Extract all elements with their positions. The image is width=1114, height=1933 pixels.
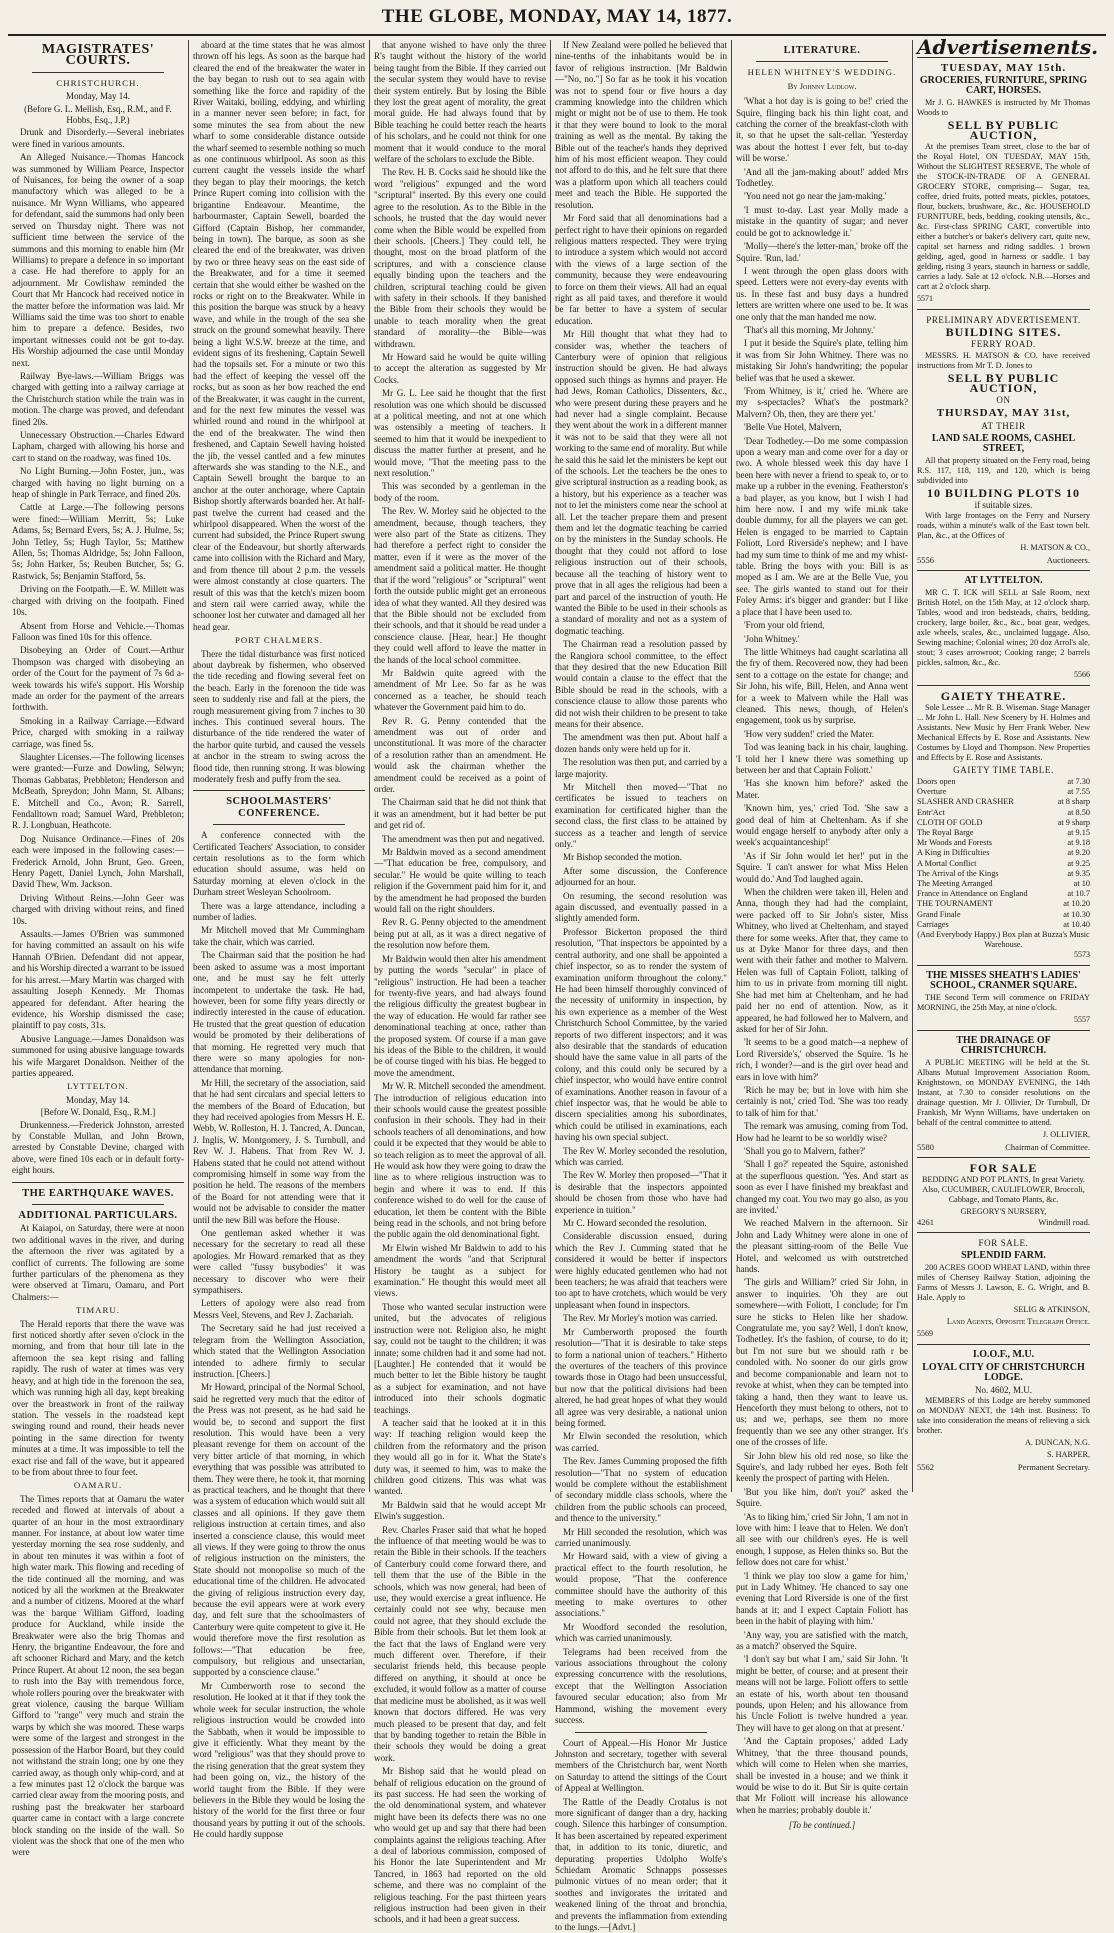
paragraph: One gentleman asked whether it was necessary for the secretary to read all these apologies. Mr Howard remarked that as they were called "fussy busybodies" it was necessary to discover who were their sympathisers.	[193, 1228, 365, 1296]
paragraph: 'I don't say but what I am,' said Sir John. 'It might be better, of course; and at present their means will not be large. Foliott offers to settle an estate of his, worth about ten thousand pounds, upon Helen; and his allowance from his Uncle Foliott is twelve hundred a year. They will have to get along on that at present.'	[736, 1654, 908, 1733]
ad-farm-title: SPLENDID FARM.	[961, 1250, 1046, 1262]
paragraph: A conference connected with the Certificated Teachers' Association, to consider certain resolutions as to the form which education should assume, was held on Saturday morning at eleven o'clock in the Durham street Wesleyan Schoolroom.	[193, 830, 365, 898]
programme-time: at 9.18	[1067, 838, 1090, 848]
ad-auction-headline: GROCERIES, FURNITURE, SPRING CART, HORSES.	[919, 75, 1088, 96]
to-be-continued: [To be continued.]	[788, 1820, 856, 1831]
paragraph: Mr Mitchell then moved—"That no certificates be issued to teachers on examination for certificated higher than the second class, the first class to be attained by success as a teacher and length of service only."	[555, 782, 727, 850]
programme-time: at 10.40	[1063, 919, 1090, 929]
ad-auction-number: 5571	[917, 294, 933, 303]
paragraph: The resolution was then put, and carried by a large majority.	[555, 757, 727, 779]
paragraph: 'How very sudden!' cried the Mater.	[744, 728, 875, 739]
oamaru-report-cont	[193, 40, 365, 633]
table-row	[917, 797, 1090, 807]
table-row	[917, 848, 1090, 858]
divider	[756, 61, 888, 62]
article-title-earthquake: THE EARTHQUAKE WAVES.	[22, 1187, 174, 1199]
programme-item: Mr Woods and Forests	[917, 838, 993, 848]
paragraph: 'Molly—there's the letter-man,' broke off the Squire. 'Run, lad.'	[736, 241, 908, 263]
programme-time: at 10	[1073, 879, 1090, 889]
paragraph: An Alleged Nuisance.—Thomas Hancock was summoned by William Pearce, Inspector of Nuisances, for being the owner of a soap manufactory which was alleged to be a nuisance. Mr Wynn Williams, who appeared for defendant, said the summons had only been served on Thursday night. There was not sufficient time between the service of the summons and this morning to enable him (Mr Williams) to prepare a defence in so important a case. He had therefore to apply for an adjournment. Mr Cowlishaw reminded the Court that Mr Hancock had received notice in the matter before the information was laid. Mr Williams said the time was too short to enable him to prepare a defence. Besides, two important witnesses could not be got to-day. His Worship adjourned the case until Monday next.	[12, 152, 184, 368]
paragraph: 'Known him, yes,' cried Tod. 'She saw a good deal of him at Cheltenham. As if she would engage herself to anybody after only a week's acquaintanceship!'	[736, 803, 908, 848]
paragraph: Mr C. Howard seconded the resolution.	[563, 1218, 707, 1229]
ad-lyttelton-head: AT LYTTELTON.	[964, 575, 1043, 586]
ad-gaiety-footer: (And Everybody Happy.) Box plan at Buzza's Music Warehouse.	[917, 930, 1090, 950]
paragraph: If New Zealand were polled he believed that nine-tenths of the inhabitants would be in favor of religious instruction. [Mr Baldwin—"No, no."] So far as he took it his vocation was not to spend four or five hours a day cramming knowledge into the children which might or might not be of use to them. He took it that they were bound to look to the moral training as well as the mental. By taking the Bible out of the teacher's hands they deprived him of his most efficient weapon. They could not afford to do this, and he felt sure that there was a platform upon which all teachers could meet and teach the Bible. He supported the resolution.	[555, 40, 727, 210]
table-row	[917, 777, 1090, 787]
paragraph: 'As to liking him,' cried Sir John, 'I am not in love with him: I leave that to Helen. We don't all see with our children's eyes. He is well enough, I suppose, as Helen thinks so. But the fellow does not care for whist.'	[736, 1511, 908, 1568]
paragraph: Mr Howard said, with a view of giving a practical effect to the fourth resolution, he would propose, "That the conference committee should have the authority of this meeting to make overtures to other associations."	[555, 1551, 727, 1619]
paragraph: No Light Burning.—John Foster, jun., was charged with having no light burning on a heap of shingle in Park Terrace, and fined 20s.	[12, 466, 184, 500]
paragraph: Mr Cumberworth proposed the fourth resolution—"That it is desirable to take steps to form a national union of teachers." Hitherto the overtures of the teachers of this province towards those in Otago had been unsuccessful, but now that the political divisions had been altered, he had great hopes of what they would all agree was very desirable, a national union being formed.	[555, 1326, 727, 1428]
paragraph: Slaughter Licenses.—The following licenses were granted:—Furze and Dowling, Selwyn; Thomas Gabbatas, Prebbleton; Henderson and McBeath, Spreydon; John Mann, St. Albans; E. Mitchell and Co., Avon; R. Sarrell, Fendalltown road; Samuel Ward, Prebbleton; R. J. Longbuan, Heathcote.	[12, 751, 184, 831]
paragraph: Sir John blew his old red nose, so like the Squire's, and lady rubbed her eyes. Both felt keenly the prospect of parting with Helen.	[736, 1450, 908, 1484]
table-row	[917, 838, 1090, 848]
ad-farm-signature: SELIG & ATKINSON,	[1013, 1305, 1090, 1315]
paragraph: Mr Hill thought that what they had to consider was, whether the teachers of Canterbury were of opinion that religious instruction should be given. He had always opposed such things as hymns and prayer. He had Jews, Roman Catholics, Dissenters, &c., who were present during these prayers and he had never had a single complaint. Because they went about the work in a different manner it was not to be said that they were all not working to the same end of morality. But while he said this he said let the ministers be kept out of the schools. Let the teachers be the ones to give scriptural instruction as a reading book, as a history, but his experience as a teacher was not to let the ministers come near the school at all. Let the teacher prepare them and present them and let the dogmatic teaching be carried on by the ministers in the Sunday schools. He thought that they could not afford to lose religious instruction out of their schools, because all the teaching of history went to prove that in all ages the religious had been a part and parcel of the instruction of youth. He wanted the Bible to be used in their schools as a standard of morality and not as a system of dogmatic teaching.	[555, 329, 727, 636]
subhead-port-chalmers: PORT CHALMERS.	[234, 635, 324, 646]
paragraph: 'I think we play too slow a game for him,' put in Lady Whitney. 'He chanced to say one evening that Lord Riverside is one of the first hands at it; and I expect Captain Foliott has been in the habit of playing with him.'	[736, 1570, 908, 1627]
programme-time: at 10.30	[1063, 909, 1090, 919]
ad-matson-body: All that property situated on the Ferry road, being R.S. 117, 118, 119, and 120, which is being subdivided into	[917, 456, 1090, 485]
paragraph: A teacher said that he looked at it in this way: If teaching religion would keep the children from the reformatory and the prison they would all go in for it. What the State's duty was, it seemed to him, was to make the children good citizens. This was what was wanted.	[374, 1417, 546, 1497]
paragraph: Considerable discussion ensued, during which the Rev J. Cumming stated that he considered it would be better if inspectors were highly educated gentlemen who had not been teachers; he was afraid that teachers were too apt to have crotchets, which would be very unpleasant when found in inspectors.	[555, 1231, 727, 1310]
paragraph: 'The girls and William?' cried Sir John, in answer to inquiries. 'Oh they are out somewhere—with Foliott, I conclude; for I'm sure he sticks to Helen like her shadow. Congratulate me, you say? Well, I don't know, Todhetley. It's the fashion, of course, to do it; but I'm not sure but we should rath r be condoled with. No sooner do our girls grow and become companionable and learn not to revoke at whist, when they can be tempted into taking a hand, then they want to leave us. Henceforth they must belong to others, not to us; and we, perhaps, see them no more frequently than we see any other stranger. It's one of the crosses of life.	[736, 1277, 908, 1448]
court-bench-2: [Before W. Donald, Esq., R.M.]	[40, 1107, 156, 1118]
divider	[32, 1204, 164, 1205]
ad-drainage-footer	[917, 1142, 1090, 1152]
conference-report	[193, 830, 365, 1840]
paragraph: Professor Bickerton proposed the third resolution, "That inspectors be appointed by a central authority, and one shall be appointed a chief inspector, so as to render the system of examination uniform throughout the colony." He had been himself thoroughly convinced of the necessity of uniformity in inspection, by his own experience as a member of the West Christchurch School Committee, by the varied reports of two different inspectors; and it was also desirable that the standards of education should have the same value in all parts of the colony, and this could only be secured by a chief inspector, who would have entire control of examinations. Another reason in favour of a chief inspector was, that he would be able to discern specialities among his subordinates, which could be utilised in examinations, each having his own special subject.	[555, 926, 727, 1143]
table-row	[917, 920, 1090, 930]
paragraph: There was a large attendance, including a number of ladies.	[193, 900, 365, 923]
paragraph: Those who wanted secular instruction were united, but the advocates of religious instruction were not. Religion also, he might say, could not be taught to the children; it was innate; some children had it and some had not. [Laughter.] He contended that it would be much better to let the Bible history be taught as a subject for examination, and not have introduced into their schools dogmatic teachings.	[374, 1301, 546, 1415]
paragraph: The Rev W. Morley then proposed—"That it is desirable that the inspectors appointed should be chosen from those who have had experience in tuition."	[555, 1170, 727, 1215]
ad-auction-date: TUESDAY, MAY 15th.	[940, 62, 1067, 74]
ad-auction-sell: SELL BY PUBLIC AUCTION,	[947, 118, 1060, 142]
ad-ferry-road: FERRY ROAD.	[971, 339, 1036, 349]
paragraph: Tod was leaning back in his chair, laughing. 'I told her I knew there was something up between her and that Captain Foliott.'	[736, 742, 908, 775]
paragraph: Dog Nuisance Ordinance.—Fines of 20s each were imposed in the following cases:—Frederick Arnold, John Brunt, Geo. Green, Henry Pagett, Daniel Lynch, John Marshall, David Thew, Wm. Jackson.	[12, 833, 184, 890]
paragraph: The Chairman said that he did not think that it was an amendment, but it had better be put and get rid of.	[374, 797, 546, 831]
paragraph: The Rev W. Morley seconded the resolution, which was carried.	[555, 1145, 727, 1167]
divider	[917, 685, 1090, 686]
divider	[32, 72, 164, 73]
paragraph: Letters of apology were also read from Messrs Veel, Stevens, and Rev J. Zachariah.	[193, 1298, 365, 1320]
paragraph: Mr W. R. Mitchell seconded the amendment. The introduction of religious education into their schools would cause the greatest possible confusion in their schools. They had in their schools teachers of all denominations, and how could it be expected that they would be able to so teach religion as to meet the approval of all. He would ask how they were going to draw the line as to where religious instruction was to begin and where it was to end. If this conference wished to do well for the cause of education, let them be content with the Bible being read in the schools, and not bring before the public again the old denominational fight.	[374, 1081, 546, 1240]
story-text	[736, 96, 908, 1816]
paragraph: The Rev. H. B. Cocks said he should like the word "religious" expunged and the word "scriptural" inserted. By this every one could agree to the resolution. As to the Bible in the schools, he trusted that the day would never come when the Bible would be expelled from their schools. [Cheers.] They could tell, he thought, most on the broad platform of the scriptures, and with a conscience clause equally binding upon the teachers and the children, scriptural teaching could be given with safety in their schools. If they banished the Bible from their schools they would be unable to teach morality when the great standard of morality—the Bible—was withdrawn.	[374, 167, 546, 349]
table-row	[917, 859, 1090, 869]
divider	[917, 965, 1090, 966]
programme-time: at 9.25	[1067, 858, 1090, 868]
paragraph: Smoking in a Railway Carriage.—Edward Price, charged with smoking in a railway carriage, was fined 5s.	[12, 715, 184, 749]
paragraph: Mr Baldwin would then alter his amendment by putting the words "secular" in place of "religious" instruction. He had been a teacher for twenty-five years, and had always found the religious difficulty the greatest bugbear in the way of education. He would far rather see denominational teaching at once, rather than the proposed system. Of course if a man gave his ideas of the Bible to the children, it would be of course tinged with his bias. He begged to move the amendment.	[374, 953, 546, 1078]
paragraph: When the children were taken ill, Helen and Anna, though they had had the complaint, were packed off to Sir John's sister, Miss Whitney, who lived at Cheltenham, and stayed there for some weeks. After that, they came to us at Dyke Manor for three days, and then went with their father and mother to Malvern. Helen was full of Captain Foliott, talking of him to us in private from morning till night. She had met him at Cheltenham, and he had paid her no end of attention. Now, as it appeared, he had followed her to Malvern, and asked for her of Sir John.	[736, 887, 908, 1034]
ad-plants-signature: GREGORY'S NURSERY,	[960, 1207, 1047, 1217]
ad-school-number: 5557	[1074, 1015, 1090, 1025]
paragraph: Rev R. G. Penny objected to the amendment being put at all, as it was a direct negative of the resolution now before them.	[374, 917, 546, 951]
paragraph: The Times reports that at Oamaru the water receded and flowed at intervals of about a quarter of an hour in the most extraordinary manner. For instance, at about low water time yesterday morning the sea rose suddenly, and in about ten minutes it was within a foot of high water mark. This flowing and receding of the tide continued all the morning, and was noticed by all the workmen at the Breakwater and a number of citizens. Moored at the wharf was the barque William Gifford, loading produce for Auckland, while inside the Breakwater were also the brig Thomas and Henry, the brigantine Endeavour, the fore and aft schooner Richard and Mary, and the ketch Prince Rupert. At about 12 noon, the sea began to rush into the Bay with tremendous force, whole rollers pouring over the breakwater with great violence, causing the barque William Gifford to "range" very much and strain the warps by which she was moored. These warps were some of the largest and strongest in the possession of the Harbor Board, but they could not withstand the strain long; one by one they carried away, as though only whip-cord, and at a few minutes past 12 o'clock the barque was carried clear away from the mooring posts, and rushing past the breakwater her starboard quarter came in contact with a large concrete block standing on the inside of the wall. So violent was the shock that one of the men who were	[12, 1493, 184, 1858]
paragraph: 'Shall you go to Malvern, father?'	[744, 1145, 866, 1156]
ad-plants-number: 4261	[917, 1217, 934, 1228]
section-title-courts: MAGISTRATES' COURTS.	[41, 42, 155, 69]
programme-item: Doors open	[917, 777, 956, 786]
ad-matson-date: THURSDAY, MAY 31st,	[936, 407, 1071, 419]
ad-drainage-chairman: Chairman of Committee.	[1005, 1142, 1090, 1153]
paragraph: Mr Howard, principal of the Normal School, said he regretted very much that the editor of the Press was not present, as he had said he would be, to second and support the first resolution. This would have been a very pleasant revenge for them on account of the very bitter article of that morning, in which everything that was possible was attributed to them. They were there, he took it, that morning as practical teachers, and he thought that there was a system of education which would suit all classes and all opinions. If they gave them religious instruction at certain times, and also inserted a conscience clause, this would meet all views. If they were going to throw the onus of religious instruction on the ministers, the State should not monopolise so much of the educational time of the children. He advocated the giving of religious instruction every day, because the evil appears were at work every day, and felt sure that the schoolmasters of Canterbury were quite competent to give it. He would therefore move the first resolution as follows:—"That education be free, compulsory, but religious and unsectarian, supported by a conscience clause."	[193, 1382, 365, 1678]
paragraph: aboard at the time states that he was almost thrown off his legs. As soon as the barque had cleared the end of the breakwater the water in the bay began to rush out to sea again with something like the force and rapidity of the River Waitaki, boiling, eddying, and whirling in a manner never seen before; in fact, for some minutes the sea from about the new wharf to some considerable distance outside the wharf seemed to resemble nothing so much as one continuous whirlpool. As soon as this current caught the vessels inside the wharf they began to play their moorings, the ketch Prince Rupert coming into collision with the brigantine Endeavour. Meantime, the harbourmaster, Captain Sewell, boarded the Gifford (Captain Bishop, her commander, being in town). The barque, as soon as she cleared the end of the breakwater, was driven by two or three heavy seas on the east side of the Breakwater, and for a time it seemed certain that she would either be washed on the rocks or right on to the Breakwater. While in this position the barque was struck by a heavy wave, and while in the trough of the sea she struck on the ground somewhat heavily. There being a light W.S.W. breeze at the time, and evident signs of its freshening, Captain Sewell had the topsails set. For a minute or two this had the effect of keeping the vessel off the rocks, but as soon as her bow reached the end of the Breakwater, it was caught in the current, and for the next few minutes the vessel was whirled round and round in the whirlpool at the end of the breakwater. The wind then freshened, and Captain Sewell having hoisted the jib, the vessel cantled and a few minutes afterwards she was standing to the N.E., and Captain Sewell brought the barque to an anchor at the outer anchorage, where Captain Bishop shortly afterwards boarded her. At half-past twelve the current had ceased and the whirlpool disappeared. When the worst of the current had subsided, the Prince Rupert swung clear of the Endeavour, but shortly afterwards came into collision with the Richard and Mary, and from thence till about 2 p.m. the vessels were almost constantly at close quarters. The result of this was that the ketch's mizen boom and stern rail were carried away, while the schooner lost her cutwater and damaged all her head gear.	[193, 40, 365, 632]
column-6-advertisements	[913, 35, 1099, 1492]
ad-matson-auctioneers: Auctioneers.	[1046, 555, 1090, 565]
paragraph: Assaults.—James O'Brien was summoned for having committed an assault on his wife Hannah O'Brien. Defendant did not appear, and his Worship directed a warrant to be issued for his arrest.—Mary Martin was charged with assaulting Joseph Kennedy. Mr Thomas appeared for defendant. After hearing the evidence, his Worship dismissed the case; plaintiff to pay costs, 31s.	[12, 929, 184, 1031]
paragraph: Abusive Language.—James Donaldson was summoned for using abusive language towards his wife Margaret Donaldson. Neither of the parties appeared.	[12, 1033, 184, 1078]
ad-lodge-secretary: S. HARPER,	[1047, 1450, 1090, 1460]
article-subtitle-earthquake: ADDITIONAL PARTICULARS.	[18, 1210, 178, 1221]
paragraph: Absent from Horse and Vehicle.—Thomas Falloon was fined 10s for this offence.	[12, 620, 184, 642]
paragraph: 'And the Captain proposes,' added Lady Whitney, 'that the three thousand pounds, which will come to Helen when she marries, shall be invested in a house; and we think it would be wise to do it. But Sir is quite certain that Mr Foliott will increase his allowance when he marries; probably double it.'	[736, 1736, 908, 1815]
ad-farm-body: 200 ACRES GOOD WHEAT LAND, within three miles of Chertsey Railway Station, adjoining the Farms of Messrs J. Lawson, E. G. Wright, and B. Hale. Apply to	[917, 1263, 1090, 1303]
court-bench: (Before G. L. Mellish, Esq., R.M., and F. Hobbs, Esq., J.P.)	[24, 103, 172, 126]
ad-plants-body: BEDDING AND POT PLANTS, In great Variety. Also, CUCUMBER, CAULIFLOWER, Broccoli, Cabbage, and Tomato Plants, &c.	[922, 1175, 1085, 1205]
ad-matson-footer	[917, 555, 1090, 565]
timaru-report	[12, 1319, 184, 1479]
ad-farm-head: FOR SALE.	[978, 1238, 1029, 1249]
lyttelton-report: Drunkenness.—Frederick Johnston, arrested by Constable Mullan, and John Brown, arrested by Constable Devine, charged with above, were fined 10s each or in default forty-eight hours.	[12, 1119, 184, 1176]
ad-gaiety-title: GAIETY THEATRE.	[940, 689, 1067, 703]
paragraph: Mr Howard said he would be quite willing to accept the alteration as suggested by Mr Cocks.	[374, 351, 546, 385]
paragraph: Drunk and Disorderly.—Several inebriates were fined in various amounts.	[12, 127, 184, 149]
table-row	[917, 879, 1090, 889]
gaiety-time-table	[917, 777, 1090, 930]
paragraph: Mr Mitchell moved that Mr Cummingham take the chair, which was carried.	[193, 925, 365, 947]
ad-drainage-body: A PUBLIC MEETING will be held at the St. Albans Mutual Improvement Association Room, Knightstown, on MONDAY EVENING, the 14th Instant, at 7.30 to consider resolutions on the drainage question. Mr J. Ollivier, Dr Turnbull, Dr Frankish, Mr Wynn Williams, have undertaken on behalf of the central committee to attend.	[917, 1058, 1090, 1128]
paragraph: Mr Hill seconded the resolution, which was carried unanimously.	[555, 1526, 727, 1548]
ad-lyttelton-body: MR C. T. ICK will SELL at Sale Room, next British Hotel, on the 15th May, at 12 o'clock sharp, Tables, wood and iron bedsteads, chairs, bedding, crockery, large boiler, &c., &c., boat gear, wedges, axle wheels, scales, &c., unclaimed luggage. Also, Sewing machine; Colonial wines; 20 doz Arrol's ale, stout; 3 cases arrowroot; Cooking range; 2 barrels pickles, salmon, &c., &c.	[917, 588, 1090, 667]
paragraph: Disobeying an Order of Court.—Arthur Thompson was charged with disobeying an order of the Court for the payment of 7s 6d a-week towards his wife's support. His Worship made an order for the payment of the arrears forthwith.	[12, 645, 184, 713]
ad-farm-number: 5569	[917, 1329, 933, 1339]
table-row	[917, 787, 1090, 797]
paragraph: At Kaiapoi, on Saturday, there were at noon two additional waves in the river, and during the afternoon the river was agitated by a conflict of currents. The following are some further particulars of the phenomena as they were observed at Timaru, Oamaru, and Port Chalmers:—	[12, 1223, 184, 1302]
ad-matson-rooms: LAND SALE ROOMS, CASHEL STREET,	[931, 433, 1076, 454]
divider	[193, 790, 365, 791]
ad-gaiety-number: 5573	[1074, 950, 1090, 960]
ad-preliminary-head: PRELIMINARY ADVERTISEMENT.	[926, 315, 1081, 325]
ad-matson-body-2: With large frontages on the Ferry and Nursery roads, within a minute's walk of the East town belt. Plan, &c., at the Offices of	[917, 511, 1090, 540]
column-5	[732, 40, 913, 1831]
column-4	[551, 40, 732, 1932]
ad-lodge-body: MEMBERS of this Lodge are hereby summoned on MONDAY NEXT, the 14th inst. Business: To take into consideration the means of relieving a sick brother.	[917, 1396, 1090, 1436]
article-title-conference: SCHOOLMASTERS' CONFERENCE.	[226, 796, 332, 819]
paragraph: This was seconded by a gentleman in the body of the room.	[374, 481, 546, 503]
programme-item: Entr'Act	[917, 807, 945, 817]
paragraph: The Herald reports that there the wave was first noticed shortly after seven o'clock in the morning, and from that hour till late in the afternoon the sea kept rising and falling rapidly. The rush of water at times was very heavy, and at high tide in the forenoon the sea, which was running high all day, kept breaking over the breastwork in front of the railway station. The vessels in the roadstead kept swinging round and round, their heads never pointing in the same direction for twenty minutes at a time. It was impossible to tell the exact rise and fall of the wave, but it appeared to be from about three to four feet.	[12, 1318, 184, 1477]
paragraph: The Chairman read a resolution passed by the Rangiora school committee, to the effect that they desired that the new Education Bill would contain a clause to the effect that the Bible should be read in the schools, with a conscience clause to allow those parents who did not wish their children to be present to take means for their absence.	[555, 639, 727, 729]
oamaru-report	[12, 1494, 184, 1859]
programme-item: A King in Difficulties	[917, 848, 990, 858]
paragraph: 'Rich he may be; but in love with him she certainly is not,' cried Tod. 'She was too ready to talk of him for that.'	[736, 1084, 908, 1118]
paragraph: The Rev. James Cumming proposed the fifth resolution—"That no system of education would be complete without the establishment of secondary middle class schools, where the children from the public schools can proceed, and thence to the university."	[555, 1456, 727, 1524]
ad-matson-signature: H. MATSON & CO.,	[1020, 543, 1090, 552]
paragraph: The little Whitneys had caught scarlatina all the fry of them. Recovered now, they had been sent to a cottage on the estate for change; and Sir John, his wife, Bill, Helen, and Anna went for a week to Malvern while the Hall was cleaned. This news, though, of Helen's engagement, took us by surprise.	[736, 646, 908, 726]
table-row	[917, 869, 1090, 879]
paragraph: Unnecessary Obstruction.—Charles Edward Lapham, charged with allowing his horse and cart to stand on the roadway, was fined 10s.	[12, 430, 184, 463]
paragraph: 'Belle Vue Hotel, Malvern,	[744, 422, 842, 433]
ad-gaiety-staff: Sole Lessee ... Mr R. B. Wiseman. Stage Manager ... Mr John L. Hall. New Scenery by H. Holmes and Assistants. New Music by Herr Frank Weber. New Mechanical Effects by E. Rose and Assistants. New Costumes by Lloyd and Thompson. New Properties and Effects by E. Rose and Assistants.	[917, 703, 1090, 762]
paragraph: 'From your old friend,	[744, 620, 825, 631]
masthead: THE GLOBE, MONDAY, MAY 14, 1877.	[8, 6, 1106, 36]
paragraph: 'That's all this morning, Mr Johnny.'	[744, 324, 875, 335]
table-row	[917, 889, 1090, 899]
programme-item: SLASHER AND CRASHER	[917, 797, 1014, 807]
paragraph: that anyone wished to have only the three R's taught without the history of the world being taught from the Bible. If they carried out the secular system they would have to revise their system entirely. But by losing the Bible they lost the great agent of morality, the great moral guide. He had always found that by Bible teaching he could better reach the hearts of his scholars, and he could not think for one moment that it would conduce to the moral welfare of the scholars to exclude the Bible.	[374, 40, 546, 165]
paragraph: There the tidal disturbance was first noticed about daybreak by fishermen, who observed the tide receding and flowing several feet on the beach. Early in the forenoon the tide was seen to suddenly rise and fall at the piers, the rough measurement giving from 7 inches to 30 inches. This continued several hours. The disturbance of the tide rendered the water of the harbor quite turbid, and caused the vessels at anchor in the stream to swing across the flood tide, then running strong. It was blowing moderately fresh and puffy from the sea.	[193, 648, 365, 784]
paragraph: Mr Elwin wished Mr Baldwin to add to his amendment the words "and that Scriptural History be taught as a subject for examination." He thought this would meet all views.	[374, 1242, 546, 1299]
paragraph: After some discussion, the Conference adjourned for an hour.	[555, 865, 727, 888]
ad-lodge-title: LOYAL CITY OF CHRISTCHURCH LODGE.	[922, 1362, 1085, 1384]
paragraph: 'Has she known him before?' asked the Mater.	[736, 778, 908, 800]
programme-item: THE TOURNAMENT	[917, 899, 993, 909]
paragraph: Cattle at Large.—The following persons were fined:—William Merritt, 5s; Luke Adams, 5s; Bernard Evers, 5s; A. J. Hulme, 5s; John Tetley, 5s; Hugh Taylor, 5s; Matthew Allen, 5s; Thomas Aldridge, 5s; John Falloon, 5s; John Harker, 5s; Reuben Butcher, 5s; G. Rastwick, 5s; Benjamin Stafford, 5s.	[12, 502, 184, 581]
programme-time: at 10.20	[1063, 899, 1090, 909]
paragraph: Telegrams had been received from the various associations throughout the colony expressing concurrence with the resolutions, except that the Wellington Association favoured secular education; also from Mr Hammond, wishing the movement every success.	[555, 1646, 727, 1726]
divider	[575, 1732, 707, 1733]
divider	[917, 309, 1090, 310]
paragraph: Driving Without Reins.—John Geer was charged with driving without reins, and fined 10s.	[12, 892, 184, 926]
paragraph: Rev R. G. Penny contended that the amendment was out of order and unconstitutional. It was more of the character of a resolution rather than an amendment. He would ask the chairman whether the amendment could be received as a point of order.	[374, 715, 546, 794]
paragraph: Mr Baldwin said that he would accept Mr Elwin's suggestion.	[374, 1499, 546, 1522]
paragraph: Mr Ford said that all denominations had a perfect right to have their opinions on regarded religious matters respected. They were trying to introduce a system which would not accord with the views of a large section of the community, because they were endeavouring to force on them their views. All had an equal right as all paid taxes, and therefore it would be far better to have a system of secular education.	[555, 213, 727, 326]
table-row	[917, 818, 1090, 828]
story-title: HELEN WHITNEY'S WEDDING.	[747, 67, 897, 78]
programme-time: at 8.50	[1067, 807, 1090, 817]
ad-lyttelton-number: 5566	[1074, 670, 1090, 679]
paragraph: 'You need not go near the jam-making.'	[744, 191, 887, 202]
ad-lodge-ad-number: 5562	[917, 1462, 934, 1473]
paragraph: On resuming, the second resolution was again discussed, and eventually passed in a slightly amended form.	[555, 890, 727, 924]
paragraph: 'But you like him, don't you?' asked the Squire.	[736, 1486, 908, 1509]
court-of-appeal-note: Court of Appeal.—His Honor Mr Justice Johnston and secretary, together with several members of the Christchurch bar, went North on Saturday to attend the sittings of the Court of Appeal at Wellington.	[555, 1737, 727, 1794]
programme-time: at 9 sharp	[1057, 817, 1090, 827]
ad-drainage-head: THE DRAINAGE OF CHRISTCHURCH.	[956, 1035, 1051, 1057]
divider	[917, 1030, 1090, 1031]
paragraph: Mr Baldwin moved as a second amendment—"That education be free, compulsory, and secular." He would be quite willing to teach religion if the Government paid him for it, and by the amendment he had proposed the burden would fall on the right shoulders.	[374, 847, 546, 915]
paragraph: 'Any way, you are satisfied with the match, as a match?' observed the Squire.	[736, 1629, 908, 1652]
programme-item: Overture	[917, 787, 947, 797]
paragraph: Mr Bishop said that he would plead on behalf of religious education on the ground of its past success. He had seen the working of the old denominational system, and whatever might have been its defects there was no one who would get up and say that there had been complaints against the religious teaching. After a deal of laborious commission, composed of his Honor the late Superintendent and Mr Tancred, in 1863 had reported on the old scheme, and there was no complaint of the religious teaching. For the past thirteen years religious instruction had been given in their schools, and it had been a great success.	[374, 1766, 546, 1925]
paragraph: Mr Elwin seconded the resolution, which was carried.	[555, 1431, 727, 1453]
programme-time: at 10.7	[1067, 889, 1090, 899]
programme-time: at 9.15	[1067, 828, 1090, 838]
table-row	[917, 808, 1090, 818]
programme-item: CLOTH OF GOLD	[917, 817, 983, 827]
paragraph: The amendment was then put and negatived.	[382, 833, 545, 844]
ad-matson-sell: SELL BY PUBLIC AUCTION,	[947, 371, 1060, 395]
subhead-lyttelton: LYTTELTON.	[67, 1081, 129, 1092]
ad-plants-address: Windmill road.	[1038, 1217, 1090, 1228]
paragraph: 'John Whitney.'	[744, 633, 800, 644]
programme-item: Grand Finale	[917, 909, 961, 919]
ad-building-sites: BUILDING SITES.	[945, 325, 1062, 339]
programme-item: Carriages	[917, 919, 949, 929]
programme-time: at 9.20	[1067, 848, 1090, 858]
column-2	[189, 40, 370, 1840]
programme-time: at 7.30	[1067, 777, 1090, 786]
paragraph: 'Dear Todhetley.—Do me some compassion upon a weary man and come over for a day or two. A whole blessed week this day have I been here with never a friend to speak to, or to make up a rubber in the evening. Featherston's a bad player, as you know, but I wish I had him here now. I and my wife mi.nk take double dummy, for all the players we can get. Helen is engaged to be married to Captain Foliott, Lord Riverside's nephew; and I have had my sum time to think of me and my whist-table. Bring the boys with you: Bill is as moped as I am. We are at the Belle Vue, you see. The girls wanted to stand out for their Foley Arms: it's bigger and grander: but I like a place that I have been used to.	[736, 435, 908, 617]
conference-report-cont	[374, 40, 546, 1926]
divider	[917, 1157, 1090, 1158]
paragraph: 'I must to-day. Last year Molly made a mistake in the quantity of sugar; and never could be got to acknowledge it.'	[736, 204, 908, 238]
ad-plants-footer	[917, 1217, 1090, 1227]
programme-item: A Mortal Conflict	[917, 858, 977, 868]
ad-school-head: THE MISSES SHEATH'S LADIES' SCHOOL, CRANMER SQUARE.	[926, 970, 1081, 992]
paragraph: 'What a hot day is is going to be!' cried the Squire, flinging back his thin light coat, and catching the corner of the breakfast-cloth with it, so that he upset the salt-cellar. 'Yesterday was about the hottest I ever felt, but to-day will be worse.'	[736, 96, 908, 164]
table-row	[917, 828, 1090, 838]
paragraph: The Rev. Mr Morley's motion was carried.	[563, 1313, 718, 1324]
subhead-oamaru: OAMARU.	[73, 1480, 123, 1491]
paragraph: Mr Baldwin quite agreed with the amendment of Mr Lee. So far as he was concerned as a teacher, he should teach whatever the Government paid him to do.	[374, 667, 546, 713]
ad-matson-at: AT THEIR	[981, 421, 1026, 431]
programme-item: The Meeting Arranged	[917, 879, 993, 889]
paragraph: The Chairman said that the position he had been asked to assume was a most important one, and he must say he felt utterly incompetent to undertake the task. He had, however, been for some fifty years directly or indirectly interested in the cause of education. He trusted that the great question of education would be promoted by their deliberations of that morning. He regretted very much that there were so many apologies for non-attendance that morning.	[193, 950, 365, 1075]
paragraph: I put it beside the Squire's plate, telling him it was from Sir John Whitney. There was no mistaking Sir John's handwriting; the popular belief was that he used a skewer.	[736, 338, 908, 383]
paragraph: Mr Woodford seconded the resolution, which was carried unanimously.	[555, 1621, 727, 1644]
divider	[917, 1232, 1090, 1233]
ad-lodge-secretary-title: Permanent Secretary.	[1017, 1462, 1090, 1473]
ad-gaiety-table-title: GAIETY TIME TABLE.	[953, 765, 1054, 775]
earthquake-intro	[12, 1223, 184, 1303]
paragraph: Mr G. L. Lee said he thought that the first resolution was one which should be discussed at a political meeting, and not at one which was ostensibly a meeting of teachers. It seemed to him that it would be inexpedient to discuss the matter further at present, and he would move, "That the meeting pass to the next resolution."	[374, 388, 546, 479]
paragraph: The amendment was then put. About half a dozen hands only were held up for it.	[555, 732, 727, 754]
court-date-2: Monday, May 14.	[66, 1094, 130, 1105]
section-title-literature: LITERATURE.	[783, 45, 861, 56]
programme-time: at 7.55	[1067, 787, 1090, 797]
ad-school-body: THE Second Term will commence on FRIDAY MORNING, the 25th May, at nine o'clock.	[917, 993, 1090, 1013]
paragraph: 'And all the jam-making about!' added Mrs Todhetley.	[736, 166, 908, 189]
divider	[917, 570, 1090, 571]
subhead-christchurch: CHRISTCHURCH.	[56, 77, 140, 88]
paragraph: 'Shall I go?' repeated the Squire, astonished at the superfluous question. 'Yes. And start as soon as ever I have finished my breakfast and changed my coat. You two may go also, as you are invited.'	[736, 1159, 908, 1215]
paragraph: Rev. Charles Fraser said that what he hoped the influence of that meeting would be was to retain the Bible in their schools. If the teachers of Canterbury could come forward there, and tell them that the use of the Bible in the schools, which was now general, had been of use, they would exercise a great influence. He certainly could not see why, because men could not agree, that they should exclude the Bible from their schools. But let them look at the fact that the laws of England were very much different over. Therefore, if their secularist friends held, this because people differed on anything, it should at once be excluded, it would follow as a matter of course that medicine must be abolished, as it was well known that doctors differed. He was very much pleased to be present that day, and felt that by banding together to retain the Bible in their schools they would be doing a great work.	[374, 1524, 546, 1763]
paragraph: I went through the open glass doors with speed. Letters were not every-day events with us. In these fast and busy days a hundred letters are written where one used to be. It was one only that the man handed me now.	[736, 265, 908, 322]
ad-lodge-number: No. 4602, M.U.	[974, 1385, 1032, 1396]
subhead-timaru: TIMARU.	[76, 1305, 120, 1316]
paragraph: Railway Bye-laws.—William Briggs was charged with getting into a railway carriage at the Christchurch station while the train was in motion. The charge was proved, and defendant fined 20s.	[12, 370, 184, 427]
ad-auction-intro: Mr J. G. HAWKES is instructed by Mr Thomas Woods to	[917, 98, 1090, 117]
paragraph: The Rev. W. Morley said he objected to the amendment, because, though teachers, they were also part of the State as citizens. They had therefore a perfect right to consider the matter, even if it were as the mover of the amendment said a political matter. He thought that if the word "religious" or "scriptural" went forth the outside public might get an erroneous idea of what they wanted. All they desired was that the Bible should not be excluded from their schools, and that it should be read under a conscience clause. [Hear, hear.] He thought they could well afford to leave the matter in the hands of the local school committee.	[374, 506, 546, 665]
column-3	[370, 40, 551, 1925]
ad-auction-body: At the premises Team street, close to the bar of the Royal Hotel, ON TUESDAY, MAY 15th, Without the SLIGHTEST RESERVE, The whole of the STOCK-IN-TRADE OF A GENERAL GROCERY STORE, comprising— Sugar, tea, coffee, dried fruits, potted meats, pickles, potatoes, flour, buckets, brushware, &c., &c. HOUSEHOLD FURNITURE, beds, bedding, cooking utensils, &c., &c. First-class SPRING CART, convertible into either a butcher's or baker's delivery cart, quite new, capital set harness and riding saddles. 1 brown gelding, aged, good in harness or saddle. 1 bay gelding, rising 3 years, staunch in harness or saddle, carries a lady. Sale at 12 o'clock. N.B.—Horses and cart at 2 o'clock sharp.	[917, 142, 1090, 291]
table-row	[917, 899, 1090, 909]
columns	[8, 35, 1106, 1932]
ad-farm-agents: Land Agents, Opposite Telegraph Office.	[946, 1317, 1090, 1327]
ad-drainage-number: 5580	[917, 1142, 934, 1153]
paragraph: 'From Whitney, is it,' cried he. 'Where are my s-spectacles? What's the postmark? Malvern? Oh, then, they are there yet.'	[736, 385, 908, 419]
paragraph: Driving on the Footpath.—E. W. Millett was charged with driving on the footpath. Fined 10s.	[12, 584, 184, 618]
ad-plants-title: FOR SALE	[969, 1161, 1038, 1176]
divider	[917, 1344, 1090, 1345]
paragraph: 'It seems to be a good match—a nephew of Lord Riverside's,' observed the Squire. 'Is he rich, I wonder?—and is the girl over head and ears in love with him?'	[736, 1037, 908, 1082]
paragraph: We reached Malvern in the afternoon. Sir John and Lady Whitney were alone in one of the pleasant sitting-room of the Belle Vue Hotel, and welcomed us with outstretched hands.	[736, 1218, 908, 1275]
ad-matson-on: ON	[996, 395, 1011, 405]
story-byline: By Johnny Ludlow.	[787, 80, 857, 91]
paragraph: Mr Cumberworth rose to second the resolution. He looked at it that if they took the whole week for secular instruction, the whole religious instruction would be crowded into the Sabbath, when it would be impossible to give it efficiently. What they meant by the word "religious" was that they should prove to the rising generation that the great system they had been going on, viz., the history of the world taught from the Bible. If they were believers in the Bible they would be losing the history of the world for the first three or four thousand years by putting it out of the schools. He could hardly suppose	[193, 1680, 365, 1840]
paragraph: Mr Hill, the secretary of the association, said that he had sent circulars and special letters to the members of the Board of Education, but they had received apologies from Messrs H. E. Webb, W. Rolleston, H. J. Tancred, A. Duncan, J. Inglis, W. Montgomery, J. S. Turnbull, and Rev W. J. Habens. That from Rev W. J. Habens stated that he could not attend without compromising himself in some way from the position he held. The reasons of the members of the Board for not attending were that it would not be advisable to consider the matter until the new Bill was before the House.	[193, 1077, 365, 1225]
paragraph: The Secretary said he had just received a telegram from the Wellington Association, which stated that the Wellington Association intended to adhere firmly to secular instruction. [Cheers.]	[193, 1323, 365, 1379]
divider	[12, 1182, 184, 1183]
court-date: Monday, May 14.	[66, 91, 130, 102]
paragraph: The remark was amusing, coming from Tod. How had he learnt to be so worldly wise?	[736, 1121, 908, 1143]
table-row	[917, 910, 1090, 920]
paragraph: 'As if Sir John would let her!' put in the Squire. 'I can't answer for what Miss Helen would do.' And Tod laughed again.	[736, 850, 908, 884]
programme-item: The Arrival of the Kings	[917, 868, 999, 878]
ad-drainage-signature: J. OLLIVIER,	[1042, 1130, 1090, 1140]
programme-item: France in Attendance on England	[917, 889, 1028, 899]
ad-lodge-order: I.O.O.F., M.U.	[972, 1349, 1035, 1361]
ad-matson-number: 5556	[917, 555, 934, 565]
ad-lodge-footer	[917, 1462, 1090, 1472]
programme-time: at 9.35	[1067, 868, 1090, 878]
ad-plots-sub: if suitable sizes.	[974, 500, 1033, 510]
programme-item: The Royal Barge	[917, 828, 974, 838]
conference-report-end	[555, 40, 727, 1727]
ad-building-plots: 10 BUILDING PLOTS 10	[926, 486, 1081, 500]
ad-matson-intro: MESSRS. H. MATSON & CO. have received instructions from Mr T. D. Jones to	[917, 351, 1090, 370]
ad-lodge-ng: A. DUNCAN, N.G.	[1024, 1438, 1090, 1448]
port-chalmers-report	[193, 649, 365, 786]
column-1	[8, 40, 189, 1858]
programme-time: at 8 sharp	[1057, 797, 1090, 807]
paragraph: Mr Bishop seconded the motion.	[563, 852, 682, 863]
section-title-advertisements: Advertisements.	[917, 35, 1099, 59]
schnapps-advertorial: The Rattle of the Deadly Crotalus is not more significant of danger than a dry, hacking cough. Silence this harbinger of consumption. It has been ascertained by repeated experiment that, in addition to its tonic, diuretic, and depurating properties Udolpho Wolfe's Schiedam Aromatic Schnapps possesses pulmonic virtues of no mean order; that it soothes and invigorates the irritated and weakened lining of the throat and bronchia, and prevents the inflammation from extending to the lungs.—[Advt.]	[555, 1796, 727, 1932]
court-reports	[12, 127, 184, 1079]
divider	[213, 824, 345, 825]
